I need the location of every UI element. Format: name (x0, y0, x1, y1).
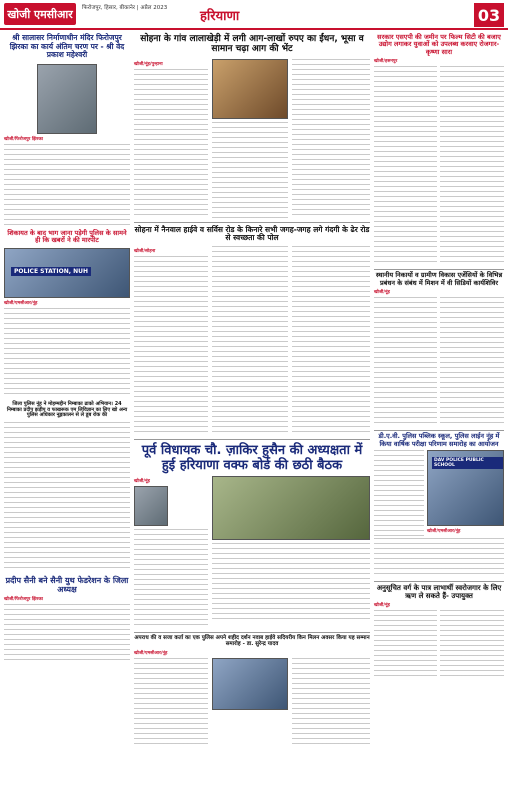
ceremony-photo (212, 658, 288, 710)
banner-text: DAV POLICE PUBLIC SCHOOL (432, 457, 503, 469)
article-byline: खोजी/सोहना (134, 248, 156, 254)
article-byline: खोजी/नूंह (374, 603, 390, 609)
article-body (134, 69, 208, 219)
article-byline: खोजी/फिरोजपुर झिरका (4, 597, 43, 603)
article-headline: प्रदीप सैनी बने सैनी युथ फेडरेशन के जिला अध्यक्ष (5, 576, 129, 595)
article-body (134, 256, 208, 436)
left-column (4, 34, 130, 664)
article-headline: सरकार एसएपी की जमीन पर फिल्म सिटी की बजाए उद्योग लगाकर युवाओं को उपलब्ध करवाए रोजगार- कृष्णा सारा (377, 33, 501, 56)
article-photo (4, 248, 130, 298)
article-body (292, 658, 370, 746)
article-byline: खोजी/नूंह/पुन्हाना (134, 61, 163, 67)
article-headline: जिला पुलिस नूंह ने मोहम्मद्दीन निम्बाका ढाको अभियान। 24 निम्बाका प्रदीप झड़ीप व फाखरूक एम लिविज्ञान का लिए खो अन्य पुलिस अधिकार नूह्लकालन से ले डूब रोक की (6, 400, 128, 419)
article-body (374, 450, 424, 536)
article-headline: शिकायत के बाद भाग जाना पड़ेगी पुलिस के सामने ही कि खबरों ने की मारपीट (7, 228, 127, 245)
article-byline: खोजी/एमसीआर/नूंह (134, 650, 168, 656)
article-body (292, 246, 370, 434)
article-byline: खोजी/नूंह (374, 290, 390, 296)
article-body (374, 297, 437, 427)
article-headline: अपराध की व सजा कर्ता का एक पुलिस अपने शहीद दर्शन नवाब हाईवे सदियरीय किन मिलन अवसर किया यह सम्मान समारोह - डा. सुरेन्द्र यादव (134, 634, 370, 648)
newspaper-logo: खोजी एमसीआर (4, 3, 76, 25)
article-body (374, 538, 504, 578)
article-body (134, 529, 208, 629)
article-headline: अनुसूचित वर्ग के पात्र लाभार्थी स्वरोजगार के लिए ऋण ले सकते हैं- उपायुक्त (376, 584, 502, 601)
masthead (0, 0, 508, 30)
article-body (4, 144, 130, 226)
person-photo (134, 486, 168, 526)
article-byline: खोजी/एमसीआर/नूंह (427, 529, 461, 535)
article-body (292, 59, 370, 219)
article-photo (37, 64, 97, 134)
article-body (212, 246, 288, 434)
meeting-photo (212, 476, 370, 540)
article-body (4, 604, 130, 664)
article-headline: सोहना में नैनवाल हाईवे व सर्विस रोड के किनारे सभी जगह-जगह लगे गंदगी के ढेर रोड से स्वच्छता की पोल (134, 224, 370, 243)
right-column (374, 34, 504, 680)
article-byline: खोजी/फिरोजपुर झिरका (4, 136, 43, 142)
article-headline: श्री सालासर निर्माणाधीन मंदिर फिरोजपुर झिरका का कार्य अंतिम चरण पर - श्री वेद प्रकाश महेश्वरी (9, 33, 125, 60)
article-body (4, 308, 130, 398)
page-number: 03 (474, 3, 504, 27)
article-body (440, 66, 504, 266)
article-body (4, 422, 130, 572)
school-event-photo (427, 450, 504, 526)
middle-column (134, 34, 370, 746)
article-headline: स्थानीय निकायों व ग्रामीण विकास एजेंसियों के विभिन्न प्रबंधन के संबंध में मिशन में वी सिडियों कार्यशिविर (375, 271, 503, 287)
dateline: फिरोजपुर, हिसार, बीकानेर | अप्रैल 2023 (82, 5, 168, 11)
fire-photo (212, 59, 288, 119)
lead-headline: सोहना के गांव लालाखेड़ी में लगी आग-लाखों रुपए का ईंधन, भूसा व सामान चढ़ा आग की भेंट (140, 34, 364, 55)
article-byline: खोजी/नूंह (134, 478, 150, 484)
banner-headline: पूर्व विधायक चौ. ज़ाकिर हुसैन की अध्यक्षता में हुई हरियाणा वक्फ बोर्ड की छठी बैठक (141, 442, 363, 473)
article-body (440, 610, 504, 680)
article-body (374, 66, 437, 266)
article-body (212, 543, 370, 623)
article-body (212, 122, 288, 218)
section-title: हरियाणा (200, 9, 240, 24)
article-byline: खोजी/एमसीआर/नूंह (4, 300, 38, 306)
article-headline: डी.ए.वी. पुलिस पब्लिक स्कूल, पुलिस लाईन नूंह में किया वार्षिक परीक्षा परिणाम समारोह का आयोजन (378, 432, 500, 448)
photo-sign-text: POLICE STATION, NUH (11, 267, 91, 276)
article-byline: खोजी/हसनपुर (374, 59, 398, 65)
article-body (374, 610, 437, 680)
article-body (440, 297, 504, 427)
article-body (134, 658, 208, 746)
